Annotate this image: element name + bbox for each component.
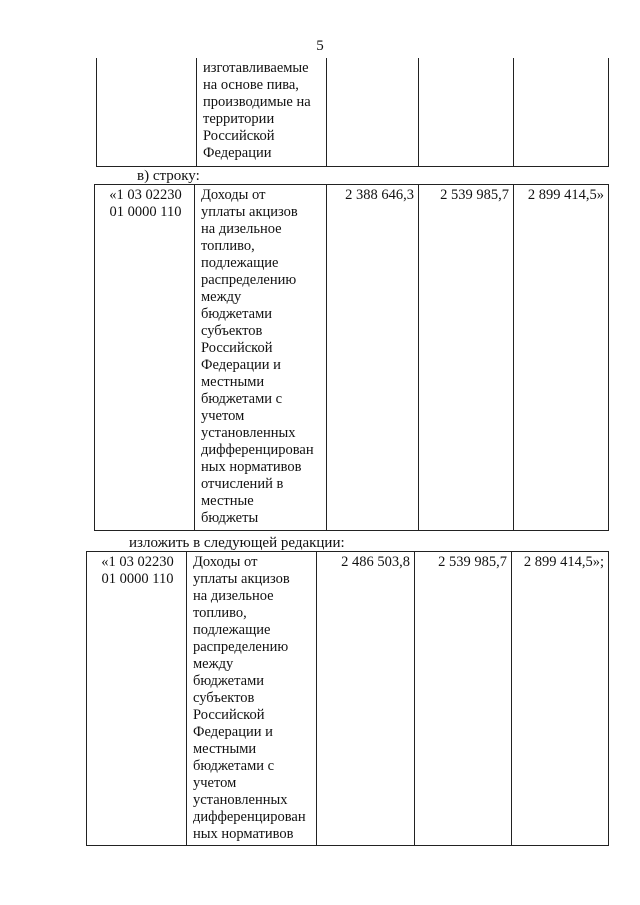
description-cell: Доходы от уплаты акцизов на дизельное топливо, подлежащие распределению между бюджетами субъектов Российской Федерации и местными бюджетами с учетом установленных дифференцирован ных нормативов xyxy=(187,552,317,846)
value-cell-1: 2 388 646,3 xyxy=(327,185,419,531)
code-line: 01 0000 110 xyxy=(109,204,182,220)
table-row xyxy=(97,58,609,166)
value-cell-2: 2 539 985,7 xyxy=(419,185,514,531)
description-cell: Доходы от уплаты акцизов на дизельное топливо, подлежащие распределению между бюджетами субъектов Российской Федерации и местными бюджетами с учетом установленных дифференцирован ных нормативов отчислений в местные бюджеты xyxy=(195,185,327,531)
value-cell-3: 2 899 414,5»; xyxy=(512,552,609,846)
code-cell xyxy=(87,552,187,846)
table-row-new xyxy=(86,551,609,846)
value-cell-2: 2 539 985,7 xyxy=(415,552,512,846)
table-row-old xyxy=(94,184,609,531)
value-cell xyxy=(514,58,609,166)
code-cell xyxy=(95,185,195,531)
table-row xyxy=(95,185,609,531)
value-cell-3: 2 899 414,5» xyxy=(514,185,609,531)
table-fragment-top xyxy=(96,58,609,167)
value-cell xyxy=(327,58,419,166)
code-cell xyxy=(97,58,197,166)
code-line: «1 03 02230 xyxy=(109,187,182,203)
value-cell-1: 2 486 503,8 xyxy=(317,552,415,846)
caption-row-b: в) строку: xyxy=(137,168,200,184)
value-cell xyxy=(419,58,514,166)
code-line: 01 0000 110 xyxy=(101,571,174,587)
table-row xyxy=(87,552,609,846)
description-cell: изготавливаемые на основе пива, производимые на территории Российской Федерации xyxy=(197,58,327,166)
page-number: 5 xyxy=(316,38,324,54)
code-line: «1 03 02230 xyxy=(101,554,174,570)
caption-new-edition: изложить в следующей редакции: xyxy=(129,535,345,551)
